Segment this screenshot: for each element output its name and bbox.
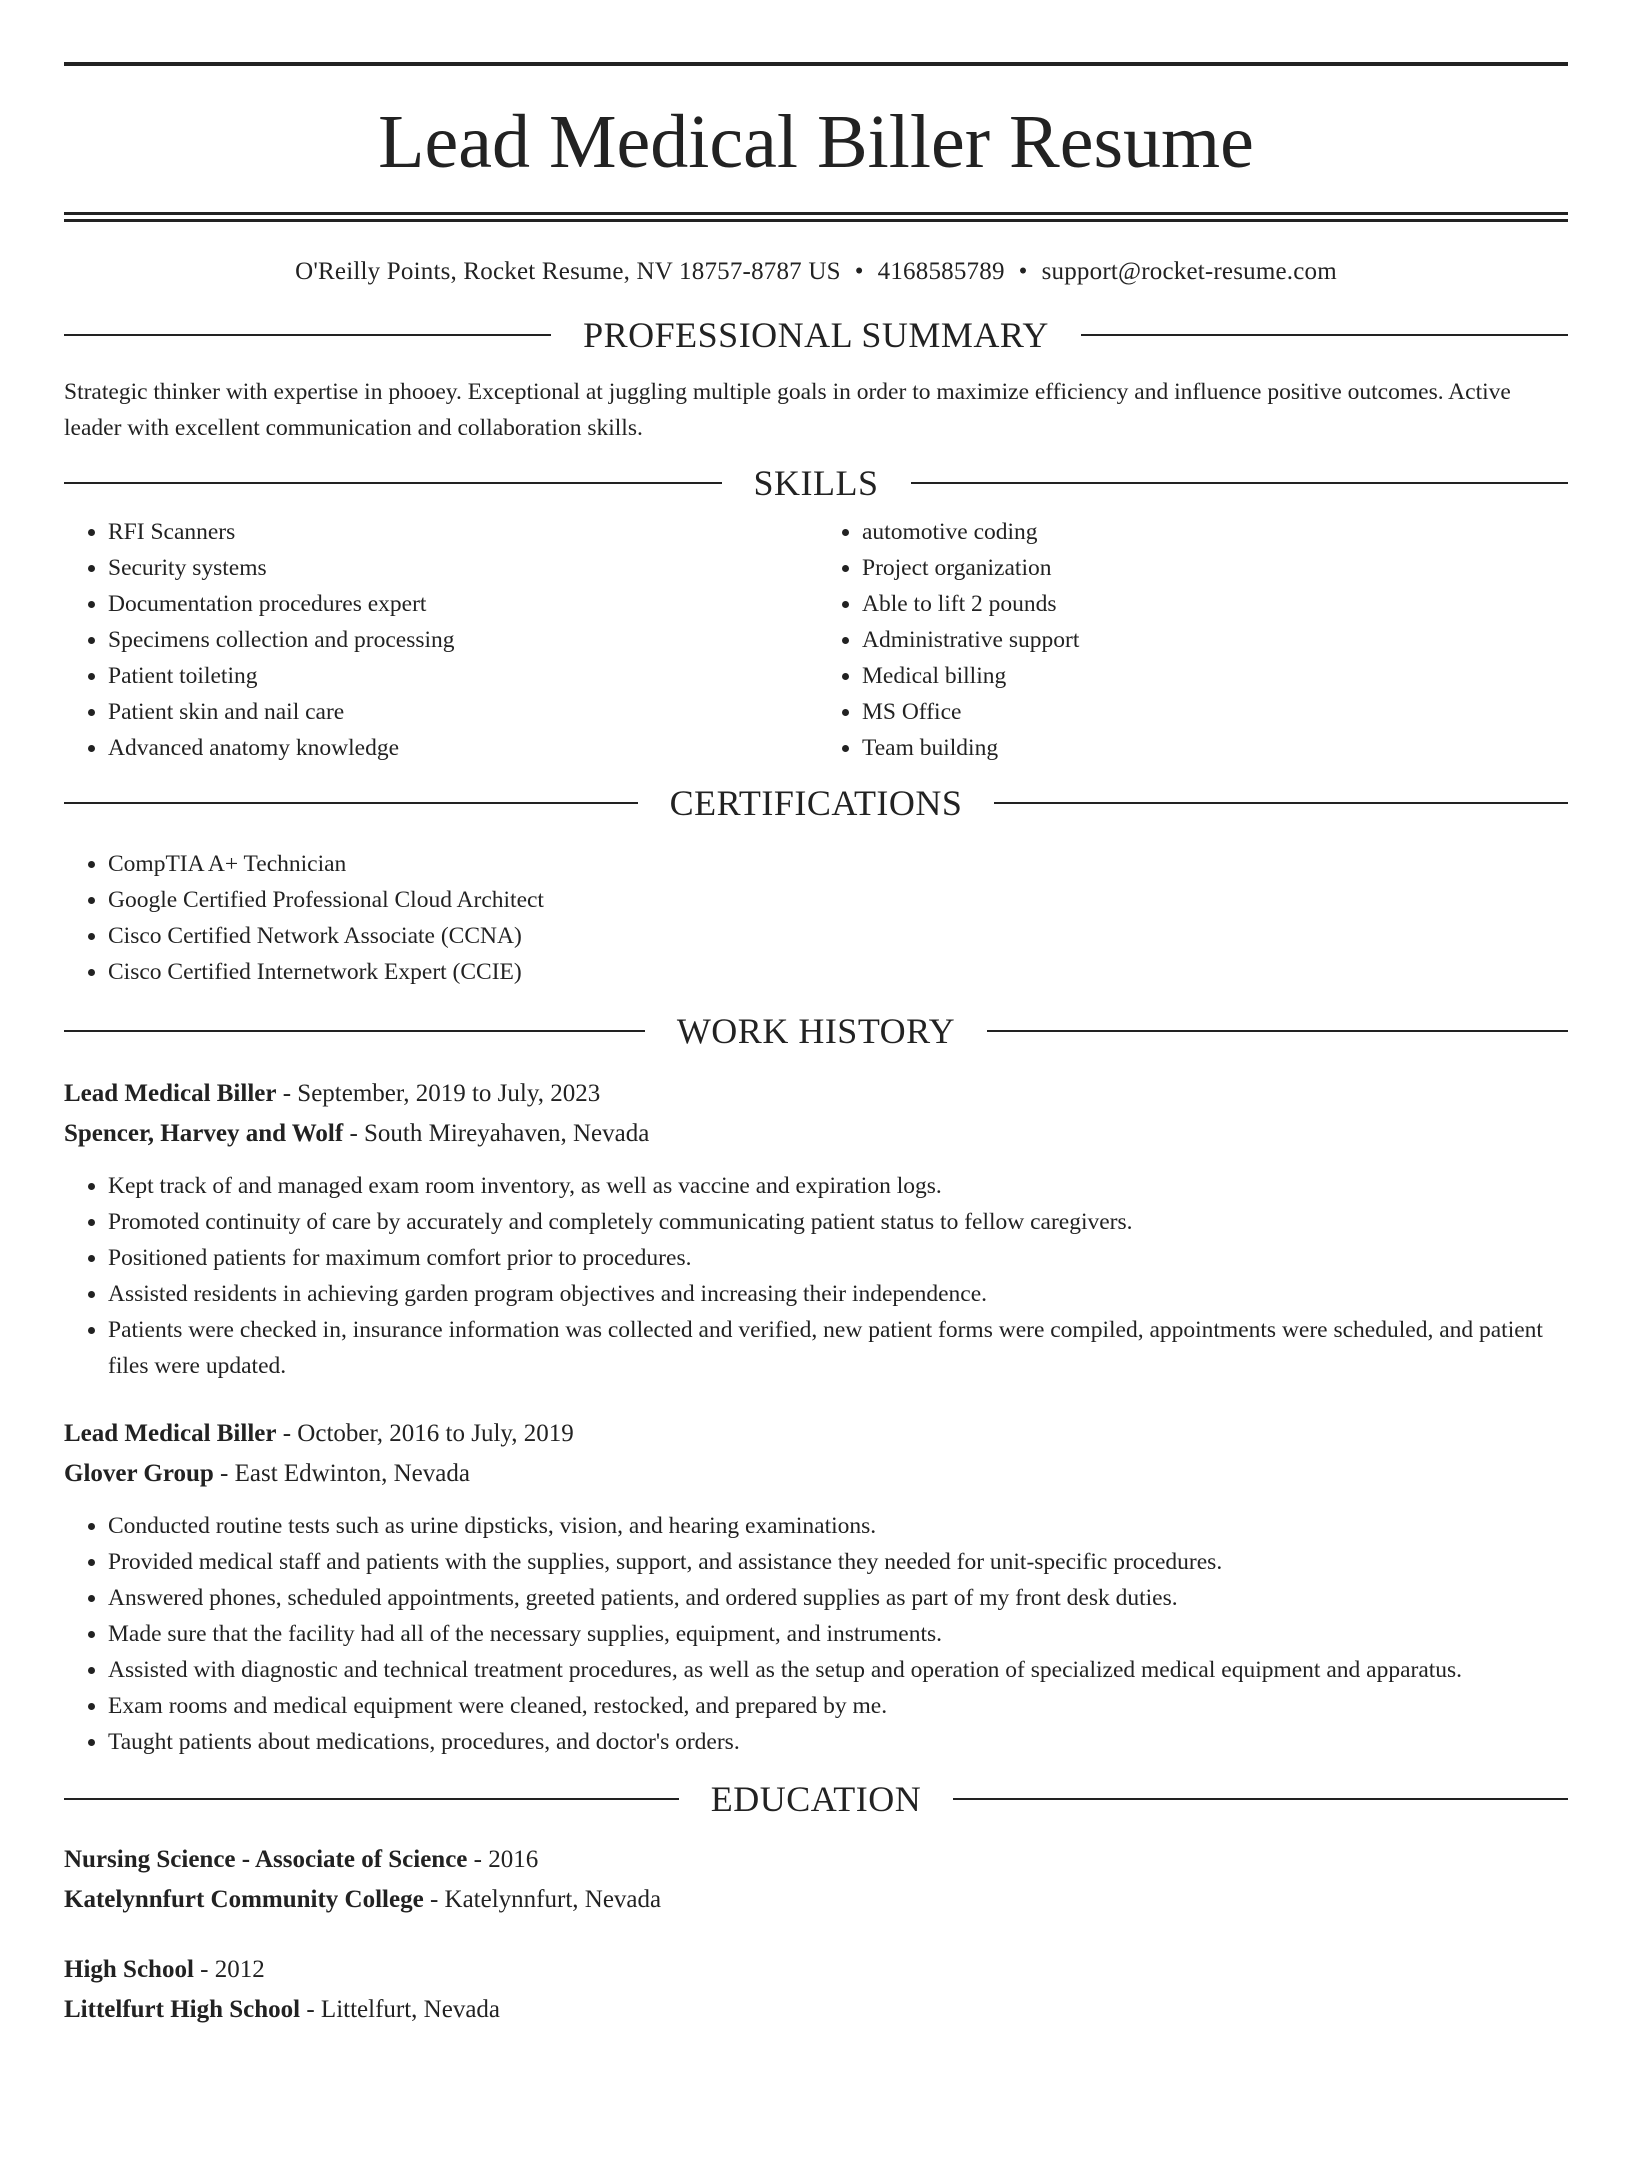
certification-item: • CompTIA A+ Technician — [108, 846, 1568, 882]
job-dates: - October, 2016 to July, 2019 — [276, 1420, 574, 1447]
contact-separator: • — [1018, 258, 1028, 285]
heading-rule — [64, 802, 638, 804]
skill-item: • Patient skin and nail care — [108, 694, 814, 730]
heading-rule — [953, 1798, 1568, 1800]
job-duty: • Conducted routine tests such as urine dipsticks, vision, and hearing examinations. — [108, 1508, 1568, 1544]
heading-rule — [1081, 334, 1568, 336]
education-year: - 2012 — [193, 1956, 265, 1983]
skills-right-column — [814, 514, 1568, 766]
job-company-line — [64, 1454, 1568, 1494]
job-role: Lead Medical Biller — [64, 1420, 277, 1447]
job-company: Spencer, Harvey and Wolf — [64, 1120, 344, 1147]
skills-title: SKILLS — [753, 463, 879, 503]
job-duty: • Taught patients about medications, procedures, and doctor's orders. — [108, 1724, 1568, 1760]
certifications-title: CERTIFICATIONS — [669, 783, 963, 823]
certification-item: • Cisco Certified Network Associate (CCNA) — [108, 918, 1568, 954]
job-duty: • Assisted with diagnostic and technical treatment procedures, as well as the setup and operation of specialized medical equipment and apparatus. — [108, 1652, 1568, 1688]
heading-rule — [911, 482, 1569, 484]
skill-item: • Patient toileting — [108, 658, 814, 694]
job-duty: • Kept track of and managed exam room inventory, as well as vaccine and expiration logs. — [108, 1168, 1568, 1204]
job-duties — [64, 1168, 1568, 1384]
heading-rule — [994, 802, 1568, 804]
job-duty: • Made sure that the facility had all of the necessary supplies, equipment, and instruments. — [108, 1616, 1568, 1652]
job-entry — [64, 1414, 1568, 1760]
skill-item: • Administrative support — [862, 622, 1568, 658]
job-duty: • Patients were checked in, insurance information was collected and verified, new patient forms were compiled, appointments were scheduled, and patient files were updated. — [108, 1312, 1568, 1384]
education-degree: Nursing Science - Associate of Science — [64, 1846, 468, 1873]
contact-separator: • — [854, 258, 864, 285]
job-duty: • Assisted residents in achieving garden program objectives and increasing their independence. — [108, 1276, 1568, 1312]
job-duty: • Provided medical staff and patients with the supplies, support, and assistance they needed for unit-specific procedures. — [108, 1544, 1568, 1580]
summary-text: Strategic thinker with expertise in phooey. Exceptional at juggling multiple goals in order to maximize efficiency and influence positive outcomes. Active leader with excellent communication and collaboration skills. — [64, 379, 1511, 441]
education-school: Littelfurt High School — [64, 1996, 301, 2023]
education-school-line — [64, 1990, 1568, 2030]
job-duty: • Exam rooms and medical equipment were cleaned, restocked, and prepared by me. — [108, 1688, 1568, 1724]
skill-item: • Advanced anatomy knowledge — [108, 730, 814, 766]
heading-rule — [64, 1030, 645, 1032]
job-location: - East Edwinton, Nevada — [213, 1460, 470, 1487]
education-entry — [64, 1950, 1568, 2030]
certifications-heading — [64, 782, 1568, 824]
education-degree-line — [64, 1840, 1568, 1880]
heading-rule — [64, 334, 551, 336]
education-degree: High School — [64, 1956, 194, 1983]
skill-item: • Specimens collection and processing — [108, 622, 814, 658]
skill-item: • Team building — [862, 730, 1568, 766]
skill-item: • Project organization — [862, 550, 1568, 586]
job-duty: • Promoted continuity of care by accurately and completely communicating patient status to fellow caregivers. — [108, 1204, 1568, 1240]
education-title: EDUCATION — [710, 1779, 922, 1819]
education-school-line — [64, 1880, 1568, 1920]
work-heading — [64, 1010, 1568, 1052]
education-degree-line — [64, 1950, 1568, 1990]
title-double-rule — [64, 212, 1568, 222]
job-title-line — [64, 1074, 1568, 1114]
summary-title: PROFESSIONAL SUMMARY — [583, 315, 1049, 355]
skill-item: • MS Office — [862, 694, 1568, 730]
skill-item: • Medical billing — [862, 658, 1568, 694]
education-school: Katelynnfurt Community College — [64, 1886, 424, 1913]
job-entry — [64, 1074, 1568, 1384]
skills-heading — [64, 462, 1568, 504]
resume-page — [0, 62, 1632, 2174]
certifications-list — [64, 846, 1568, 990]
heading-rule — [987, 1030, 1568, 1032]
skill-item: • Documentation procedures expert — [108, 586, 814, 622]
skill-item: • RFI Scanners — [108, 514, 814, 550]
resume-title: Lead Medical Biller Resume — [378, 100, 1254, 184]
job-title-line — [64, 1414, 1568, 1454]
job-duty: • Positioned patients for maximum comfort prior to procedures. — [108, 1240, 1568, 1276]
contact-line — [64, 258, 1568, 286]
heading-rule — [64, 482, 722, 484]
skill-item: • Security systems — [108, 550, 814, 586]
skills-left-column — [64, 514, 814, 766]
job-company: Glover Group — [64, 1460, 214, 1487]
job-company-line — [64, 1114, 1568, 1154]
heading-rule — [64, 1798, 679, 1800]
job-dates: - September, 2019 to July, 2023 — [276, 1080, 601, 1107]
education-location: - Katelynnfurt, Nevada — [423, 1886, 662, 1913]
job-location: - South Mireyahaven, Nevada — [343, 1120, 650, 1147]
education-location: - Littelfurt, Nevada — [300, 1996, 501, 2023]
top-rule — [64, 62, 1568, 66]
contact-phone: 4168585789 — [877, 258, 1005, 285]
education-entry — [64, 1840, 1568, 1920]
skills-list — [64, 514, 1568, 766]
education-year: - 2016 — [467, 1846, 539, 1873]
contact-address: O'Reilly Points, Rocket Resume, NV 18757-8787 US — [295, 258, 841, 285]
summary-heading — [64, 314, 1568, 356]
job-duty: • Answered phones, scheduled appointments, greeted patients, and ordered supplies as part of my front desk duties. — [108, 1580, 1568, 1616]
job-role: Lead Medical Biller — [64, 1080, 277, 1107]
certification-item: • Google Certified Professional Cloud Architect — [108, 882, 1568, 918]
work-title: WORK HISTORY — [676, 1011, 956, 1051]
job-duties — [64, 1508, 1568, 1760]
skill-item: • Able to lift 2 pounds — [862, 586, 1568, 622]
education-heading — [64, 1778, 1568, 1820]
skill-item: • automotive coding — [862, 514, 1568, 550]
contact-email: support@rocket-resume.com — [1041, 258, 1337, 285]
certification-item: • Cisco Certified Internetwork Expert (CCIE) — [108, 954, 1568, 990]
